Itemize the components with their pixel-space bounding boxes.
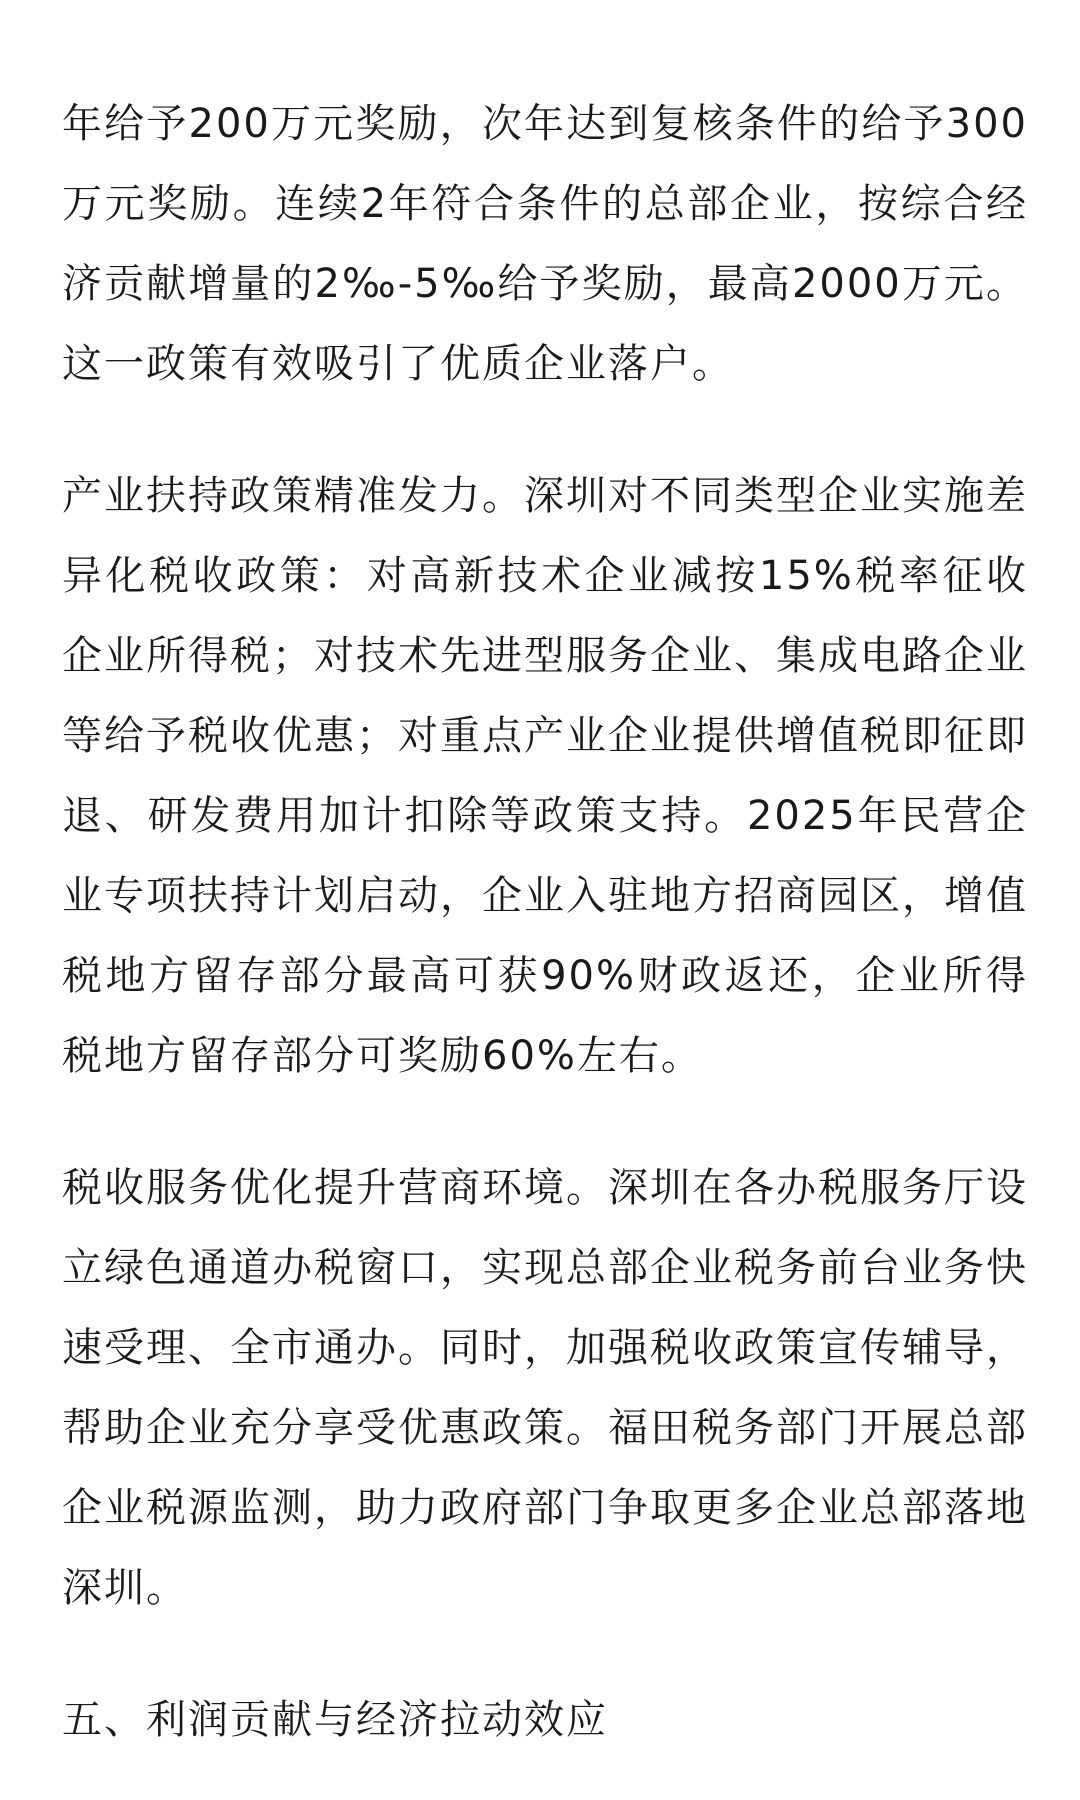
- section-heading: 五、利润贡献与经济拉动效应: [62, 1697, 608, 1743]
- paragraph-industry-support: 产业扶持政策精准发力。深圳对不同类型企业实施差异化税收政策：对高新技术企业减按15%税率征收企业所得税；对技术先进型服务企业、集成电路企业等给予税收优惠；对重点产业企业提供增值税即征即退、研发费用加计扣除等政策支持。2025年民营企业专项扶持计划启动，企业入驻地方招商园区，增值税地方留存部分最高可获90%财政返还，企业所得税地方留存部分可奖励60%左右。: [62, 473, 1028, 1079]
- paragraph-headquarters-reward: 年给予200万元奖励，次年达到复核条件的给予300万元奖励。连续2年符合条件的总部企业，按综合经济贡献增量的2‰-5‰给予奖励，最高2000万元。这一政策有效吸引了优质企业落户。: [62, 101, 1028, 387]
- paragraph-tax-service: 税收服务优化提升营商环境。深圳在各办税服务厅设立绿色通道办税窗口，实现总部企业税务前台业务快速受理、全市通办。同时，加强税收政策宣传辅导，帮助企业充分享受优惠政策。福田税务部门开展总部企业税源监测，助力政府部门争取更多企业总部落地深圳。: [62, 1165, 1028, 1611]
- article-body: [62, 84, 1028, 1760]
